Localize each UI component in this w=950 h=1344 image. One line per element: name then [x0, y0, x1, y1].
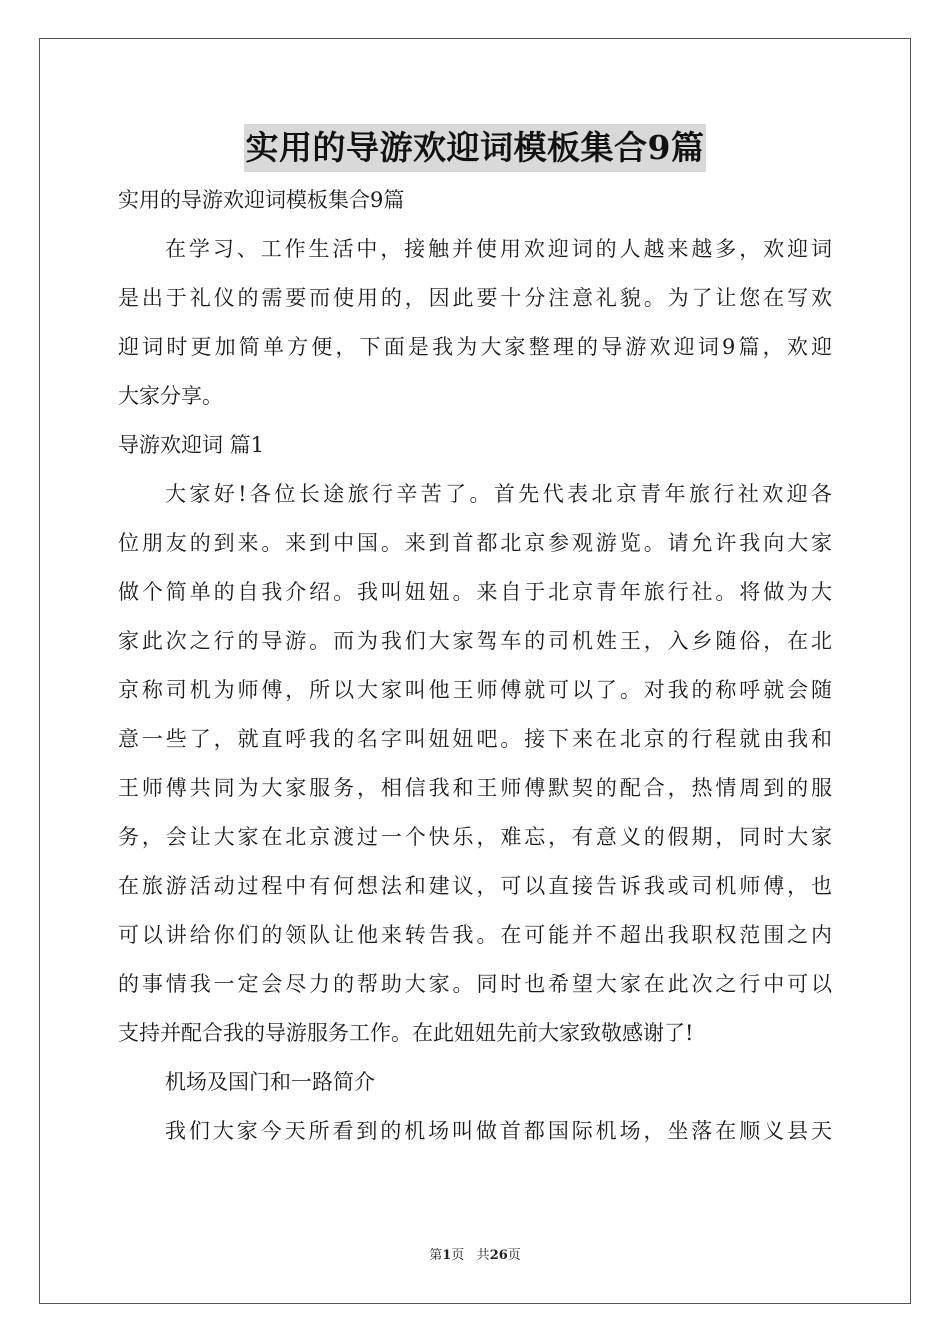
footer-total-suffix: 页 — [507, 1248, 521, 1263]
text-line: 王师傅共同为大家服务，相信我和王师傅默契的配合，热情周到的服 — [118, 776, 832, 800]
text-line: 支持并配合我的导游服务工作。在此妞妞先前大家致敬感谢了! — [118, 1021, 694, 1045]
text-line: 是出于礼仪的需要而使用的，因此要十分注意礼貌。为了让您在写欢 — [118, 286, 832, 310]
text-line: 导游欢迎词 篇1 — [118, 433, 265, 457]
document-title — [0, 124, 950, 176]
footer-total-pages: 26 — [489, 1248, 508, 1263]
page-footer — [0, 1244, 950, 1263]
footer-page-number: 1 — [442, 1248, 452, 1263]
text-line: 实用的导游欢迎词模板集合9篇 — [118, 188, 405, 212]
text-line: 的事情我一定会尽力的帮助大家。同时也希望大家在此次之行中可以 — [118, 972, 832, 996]
text-line: 我们大家今天所看到的机场叫做首都国际机场，坐落在顺义县天 — [165, 1119, 832, 1143]
text-line: 京称司机为师傅，所以大家叫他王师傅就可以了。对我的称呼就会随 — [118, 678, 832, 702]
text-line: 可以讲给你们的领队让他来转告我。在可能并不超出我职权范围之内 — [118, 923, 832, 947]
text-line: 在学习、工作生活中，接触并使用欢迎词的人越来越多，欢迎词 — [165, 237, 832, 261]
text-line: 位朋友的到来。来到中国。来到首都北京参观游览。请允许我向大家 — [118, 531, 832, 555]
text-line: 意一些了，就直呼我的名字叫妞妞吧。接下来在北京的行程就由我和 — [118, 727, 832, 751]
document-body — [118, 176, 832, 1156]
text-line: 务，会让大家在北京渡过一个快乐，难忘，有意义的假期，同时大家 — [118, 825, 832, 849]
text-line: 家此次之行的导游。而为我们大家驾车的司机姓王，入乡随俗，在北 — [118, 629, 832, 653]
footer-page-suffix: 页 — [451, 1248, 465, 1263]
text-line: 做个简单的自我介绍。我叫妞妞。来自于北京青年旅行社。将做为大 — [118, 580, 832, 604]
footer-total-prefix: 共 — [476, 1248, 490, 1263]
footer-page-prefix: 第 — [429, 1248, 443, 1263]
text-line: 大家好!各位长途旅行辛苦了。首先代表北京青年旅行社欢迎各 — [165, 482, 832, 506]
document-title-text: 实用的导游欢迎词模板集合9篇 — [244, 124, 707, 172]
text-line: 机场及国门和一路简介 — [165, 1070, 375, 1094]
text-line: 迎词时更加简单方便，下面是我为大家整理的导游欢迎词9篇，欢迎 — [118, 335, 832, 359]
text-line: 大家分享。 — [118, 384, 223, 408]
text-line: 在旅游活动过程中有何想法和建议，可以直接告诉我或司机师傅，也 — [118, 874, 832, 898]
